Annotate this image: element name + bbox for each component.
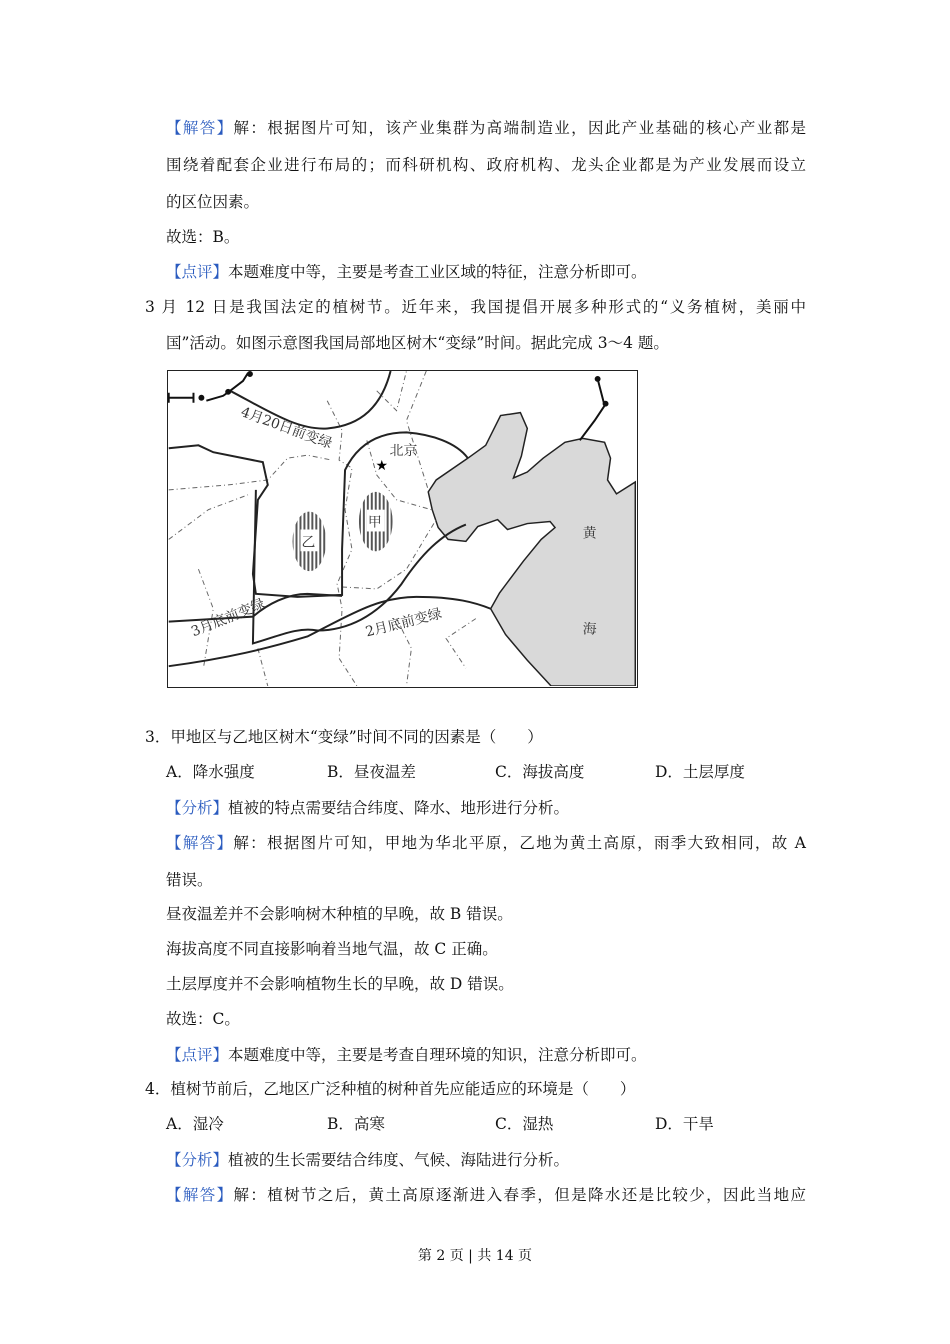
feb-end-line-label: 2月底前变绿 [363, 605, 444, 641]
sea-label-huang: 黄 [582, 525, 597, 542]
q3-option-d: D．土层厚度 [655, 763, 745, 781]
answer-tag: 【解答】 [166, 119, 234, 137]
q3-answer-line-3: 昼夜温差并不会影响树木种植的早晚，故 B 错误。 [166, 905, 513, 923]
mar-end-line-label: 3月底前变绿 [188, 596, 268, 641]
q4-answer-line-1: 【解答】解：植树节之后，黄土高原逐渐进入春季，但是降水还是比较少，因此当地应 [166, 1186, 806, 1204]
intro-line-2: 国”活动。如图示意图我国局部地区树木“变绿”时间。据此完成 3～4 题。 [166, 334, 669, 352]
q4-option-a: A．湿冷 [166, 1115, 224, 1133]
intro-line-1: 3 月 12 日是我国法定的植树节。近年来，我国提倡开展多种形式的“义务植树，美丽中 [145, 298, 806, 316]
q3-answer-line-4: 海拔高度不同直接影响着当地气温，故 C 正确。 [166, 940, 498, 958]
apr20-line-label: 4月20日前变绿 [238, 404, 335, 453]
greening-time-map [167, 370, 638, 688]
q4-option-d: D．干旱 [655, 1115, 714, 1133]
q3-comment: 【点评】本题难度中等，主要是考查自理环境的知识，注意分析即可。 [166, 1046, 647, 1064]
q3-analysis: 【分析】植被的特点需要结合纬度、降水、地形进行分析。 [166, 799, 570, 817]
q4-option-b: B．高寒 [327, 1115, 385, 1133]
q3-stem: 3．甲地区与乙地区树木“变绿”时间不同的因素是（ ） [145, 728, 543, 746]
page-footer: 第 2 页 | 共 14 页 [417, 1248, 533, 1264]
q4-option-c: C．湿热 [495, 1115, 554, 1133]
prev-answer-line-1: 【解答】解：根据图片可知，该产业集群为高端制造业，因此产业基础的核心产业都是 [166, 119, 806, 137]
prev-comment: 【点评】本题难度中等，主要是考查工业区域的特征，注意分析即可。 [166, 263, 647, 281]
prev-answer-line-2: 围绕着配套企业进行布局的；而科研机构、政府机构、龙头企业都是为产业发展而设立 [166, 156, 806, 174]
q3-answer-line-5: 土层厚度并不会影响植物生长的早晚，故 D 错误。 [166, 975, 514, 993]
sea-label-hai: 海 [582, 621, 597, 638]
prev-answer-line-3: 的区位因素。 [166, 193, 260, 211]
q4-stem: 4．植树节前后，乙地区广泛种植的树种首先应能适应的环境是（ ） [145, 1080, 636, 1098]
q3-option-c: C．海拔高度 [495, 763, 585, 781]
beijing-star-icon: ★ [375, 458, 388, 475]
map-figure [168, 371, 636, 686]
yi-label: 乙 [301, 534, 316, 551]
q3-option-b: B．昼夜温差 [327, 763, 416, 781]
jia-label: 甲 [367, 514, 382, 531]
q3-answer-choice: 故选：C。 [166, 1010, 240, 1028]
q4-analysis: 【分析】植被的生长需要结合纬度、气候、海陆进行分析。 [166, 1151, 570, 1169]
beijing-label: 北京 [389, 443, 418, 460]
prev-answer-choice: 故选：B。 [166, 228, 240, 246]
q3-answer-line-1: 【解答】解：根据图片可知，甲地为华北平原，乙地为黄土高原，雨季大致相同，故 A [166, 834, 806, 852]
q3-option-a: A．降水强度 [166, 763, 255, 781]
q3-answer-line-2: 错误。 [166, 871, 213, 889]
sea-area [428, 413, 635, 686]
